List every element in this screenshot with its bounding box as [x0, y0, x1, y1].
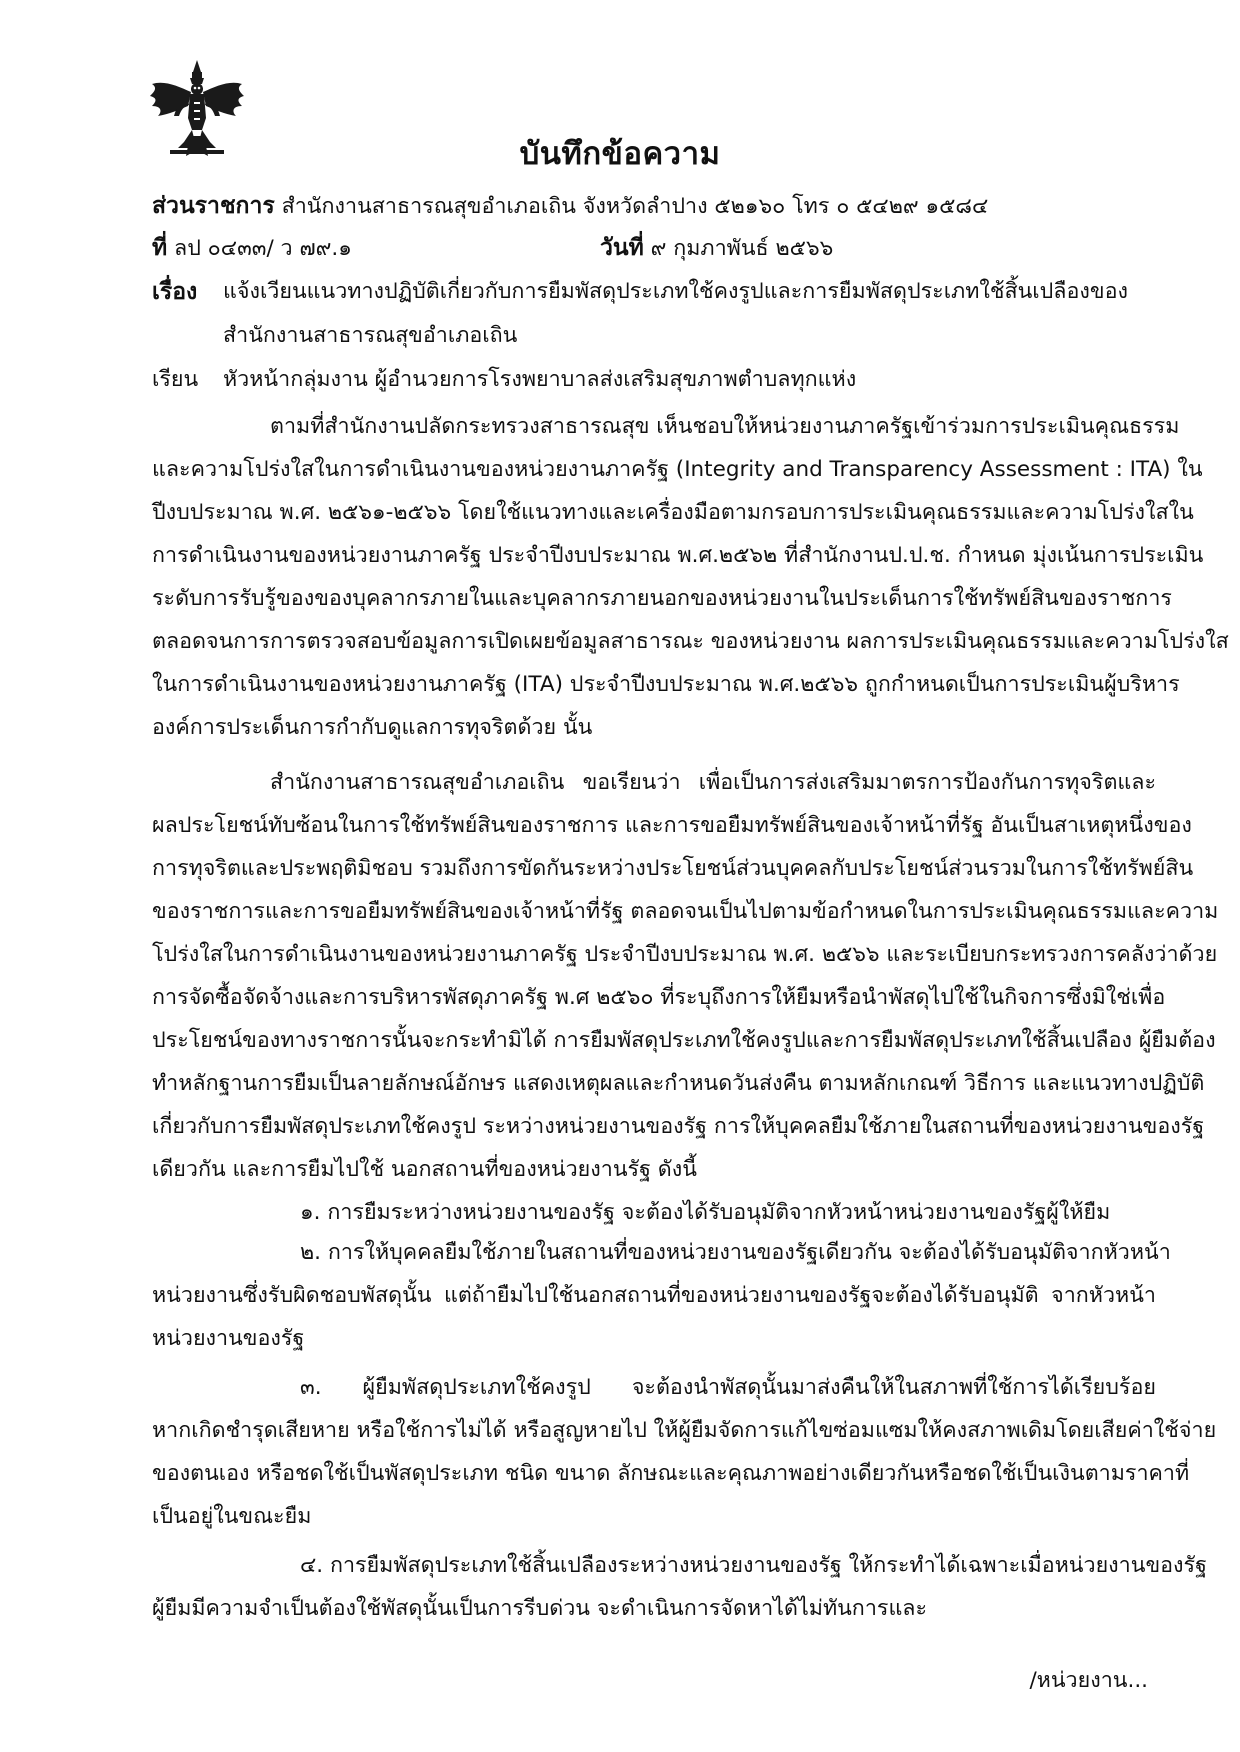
paragraph-line: การจัดซื้อจัดจ้างและการบริหารพัสดุภาครัฐ พ.ศ ๒๕๖๐ ที่ระบุถึงการให้ยืมหรือนำพัสดุไปใช้ในกิจการซึ่งมิใช่เพื่อ [152, 985, 1166, 1010]
agency-row [152, 188, 988, 224]
list-item-line: ของตนเอง หรือชดใช้เป็นพัสดุประเภท ชนิด ขนาด ลักษณะและคุณภาพอย่างเดียวกันหรือชดใช้เป็นเงินตามราคาที่ [152, 1461, 1190, 1486]
paragraph-line: ระดับการรับรู้ของของบุคลากรภายในและบุคลากรภายนอกของหน่วยงานในประเด็นการใช้ทรัพย์สินของราชการ [152, 586, 1172, 611]
page-continuation: /หน่วยงาน... [1029, 1668, 1148, 1693]
subject-row [152, 274, 197, 310]
paragraph-line: สำนักงานสาธารณสุขอำเภอเถิน ขอเรียนว่า เพื่อเป็นการส่งเสริมมาตรการป้องกันการทุจริตและ [270, 770, 1156, 795]
addressee-row [152, 362, 198, 396]
document-title: บันทึกข้อความ [519, 136, 721, 172]
paragraph-line: ในการดำเนินงานของหน่วยงานภาครัฐ (ITA) ประจำปีงบประมาณ พ.ศ.๒๕๖๖ ถูกกำหนดเป็นการประเมินผู้บริหาร [152, 672, 1180, 697]
subject-line: แจ้งเวียนแนวทางปฏิบัติเกี่ยวกับการยืมพัสดุประเภทใช้คงรูปและการยืมพัสดุประเภทใช้สิ้นเปลืองของ [223, 279, 1128, 304]
date-value: ๙ กุมภาพันธ์ ๒๕๖๖ [650, 236, 834, 261]
list-item-line: เป็นอยู่ในขณะยืม [152, 1504, 312, 1529]
paragraph-line: ตลอดจนการการตรวจสอบข้อมูลการเปิดเผยข้อมูลสาธารณะ ของหน่วยงาน ผลการประเมินคุณธรรมและความโปร่งใส [152, 629, 1229, 654]
list-item-line: หน่วยงานของรัฐ [152, 1326, 305, 1351]
paragraph-line: ปีงบประมาณ พ.ศ. ๒๕๖๑-๒๕๖๖ โดยใช้แนวทางและเครื่องมือตามกรอบการประเมินคุณธรรมและความโปร่งใสใน [152, 500, 1194, 525]
paragraph-line: เกี่ยวกับการยืมพัสดุประเภทใช้คงรูป ระหว่างหน่วยงานของรัฐ การให้บุคคลยืมใช้ภายในสถานที่ของหน่วยงานของรัฐ [152, 1114, 1205, 1139]
reference-value: ลป ๐๔๓๓/ ว ๗๙.๑ [174, 236, 352, 261]
addressee-value: หัวหน้ากลุ่มงาน ผู้อำนวยการโรงพยาบาลส่งเสริมสุขภาพตำบลทุกแห่ง [223, 367, 857, 392]
list-item-line: หากเกิดชำรุดเสียหาย หรือใช้การไม่ได้ หรือสูญหายไป ให้ผู้ยืมจัดการแก้ไขซ่อมแซมให้คงสภาพเดิมโดยเสียค่าใช้จ่าย [152, 1418, 1217, 1443]
agency-label: ส่วนราชการ [152, 193, 275, 219]
list-item-line: ๔. การยืมพัสดุประเภทใช้สิ้นเปลืองระหว่างหน่วยงานของรัฐ ให้กระทำได้เฉพาะเมื่อหน่วยงานของรัฐ [300, 1553, 1207, 1578]
list-item-line: ๓. ผู้ยืมพัสดุประเภทใช้คงรูป จะต้องนำพัสดุนั้นมาส่งคืนให้ในสภาพที่ใช้การได้เรียบร้อย [300, 1375, 1156, 1400]
subject-line: สำนักงานสาธารณสุขอำเภอเถิน [223, 323, 518, 348]
subject-label: เรื่อง [152, 279, 198, 305]
agency-value: สำนักงานสาธารณสุขอำเภอเถิน จังหวัดลำปาง ๕๒๑๖๐ โทร ๐ ๕๔๒๙ ๑๕๘๔ [281, 194, 989, 219]
reference-label: ที่ [152, 235, 168, 261]
paragraph-line: ของราชการและการขอยืมทรัพย์สินของเจ้าหน้าที่รัฐ ตลอดจนเป็นไปตามข้อกำหนดในการประเมินคุณธรรมและความ [152, 899, 1219, 924]
list-item-line: ผู้ยืมมีความจำเป็นต้องใช้พัสดุนั้นเป็นการรีบด่วน จะดำเนินการจัดหาได้ไม่ทันการและ [152, 1596, 928, 1621]
date-row [600, 230, 833, 266]
paragraph-line: และความโปร่งใสในการดำเนินงานของหน่วยงานภาครัฐ (Integrity and Transparency Assessment : ITA) ใน [152, 457, 1203, 482]
paragraph-line: การดำเนินงานของหน่วยงานภาครัฐ ประจำปีงบประมาณ พ.ศ.๒๕๖๒ ที่สำนักงานป.ป.ช. กำหนด มุ่งเน้นการประเมิน [152, 543, 1204, 568]
paragraph-line: องค์การประเด็นการกำกับดูแลการทุจริตด้วย นั้น [152, 715, 593, 740]
paragraph-line: โปร่งใสในการดำเนินงานของหน่วยงานภาครัฐ ประจำปีงบประมาณ พ.ศ. ๒๕๖๖ และระเบียบกระทรวงการคลังว่าด้วย [152, 942, 1218, 967]
addressee-label: เรียน [152, 367, 199, 392]
paragraph-line: ทำหลักฐานการยืมเป็นลายลักษณ์อักษร แสดงเหตุผลและกำหนดวันส่งคืน ตามหลักเกณฑ์ วิธีการ และแนวทางปฏิบัติ [152, 1071, 1205, 1096]
list-item-line: ๑. การยืมระหว่างหน่วยงานของรัฐ จะต้องได้รับอนุมัติจากหัวหน้าหน่วยงานของรัฐผู้ให้ยืม [300, 1200, 1111, 1225]
paragraph-line: เดียวกัน และการยืมไปใช้ นอกสถานที่ของหน่วยงานรัฐ ดังนี้ [152, 1157, 697, 1182]
date-label: วันที่ [600, 235, 644, 261]
paragraph-line: ประโยชน์ของทางราชการนั้นจะกระทำมิได้ การยืมพัสดุประเภทใช้คงรูปและการยืมพัสดุประเภทใช้สิ้นเปลือง ผู้ยืมต้อง [152, 1028, 1216, 1053]
paragraph-line: ตามที่สำนักงานปลัดกระทรวงสาธารณสุข เห็นชอบให้หน่วยงานภาครัฐเข้าร่วมการประเมินคุณธรรม [270, 414, 1180, 439]
list-item-line: ๒. การให้บุคคลยืมใช้ภายในสถานที่ของหน่วยงานของรัฐเดียวกัน จะต้องได้รับอนุมัติจากหัวหน้า [300, 1240, 1171, 1265]
reference-row [152, 230, 352, 266]
list-item-line: หน่วยงานซึ่งรับผิดชอบพัสดุนั้น แต่ถ้ายืมไปใช้นอกสถานที่ของหน่วยงานของรัฐจะต้องได้รับอนุมัติ จากหัวหน้า [152, 1283, 1156, 1308]
paragraph-line: ผลประโยชน์ทับซ้อนในการใช้ทรัพย์สินของราชการ และการขอยืมทรัพย์สินของเจ้าหน้าที่รัฐ อันเป็นสาเหตุหนึ่งของ [152, 813, 1192, 838]
paragraph-line: การทุจริตและประพฤติมิชอบ รวมถึงการขัดกันระหว่างประโยชน์ส่วนบุคคลกับประโยชน์ส่วนรวมในการใช้ทรัพย์สิน [152, 856, 1194, 881]
